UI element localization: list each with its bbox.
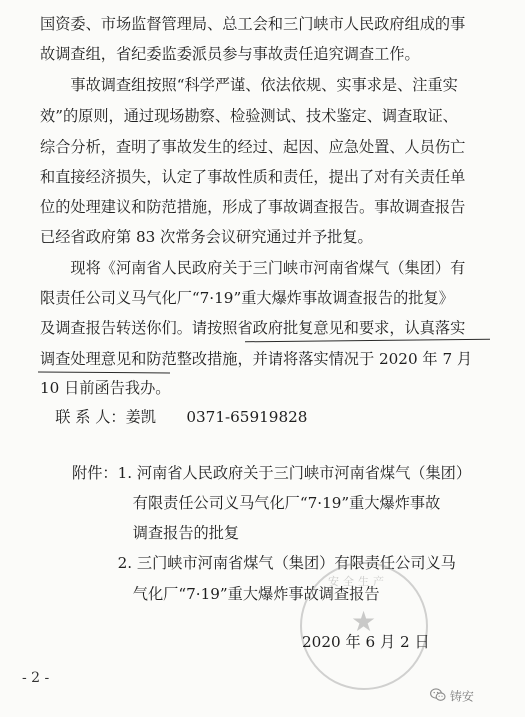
attachment-line-2: 有限责任公司义马气化厂“7·19”重大爆炸事故 — [72, 494, 441, 512]
body-line-10: 限责任公司义马气化厂“7·19”重大爆炸事故调查报告的批复》 — [40, 289, 454, 307]
body-line-12: 调查处理意见和防范整改措施，并请将落实情况于 2020 年 7 月 — [40, 350, 473, 368]
hand-underline-2 — [38, 372, 170, 374]
wechat-icon — [430, 688, 446, 706]
body-line-3: 事故调查组按照“科学严谨、依法依规、实事求是、注重实 — [40, 76, 458, 94]
body-line-11: 及调查报告转送你们。请按照省政府批复意见和要求，认真落实 — [40, 319, 466, 337]
body-line-13: 10 日前函告我办。 — [40, 379, 171, 397]
body-line-5: 综合分析，查明了事故发生的经过、起因、应急处置、人员伤亡 — [40, 138, 466, 156]
official-seal: 安全生产 ★ — [300, 562, 428, 690]
watermark — [430, 688, 474, 706]
body-line-2: 故调查组，省纪委监委派员参与事故责任追究调查工作。 — [40, 45, 420, 63]
body-line-6: 和直接经济损失，认定了事故性质和责任，提出了对有关责任单 — [40, 168, 466, 186]
watermark-text: 铸安 — [449, 689, 474, 704]
body-line-1: 国资委、市场监督管理局、总工会和三门峡市人民政府组成的事 — [40, 15, 466, 33]
contact-line: 联 系 人：姜凯 0371-65919828 — [40, 408, 308, 426]
attachment-line-3: 调查报告的批复 — [72, 524, 240, 542]
page-number: - 2 - — [22, 670, 50, 686]
attachment-line-5: 气化厂“7·19”重大爆炸事故调查报告 — [72, 585, 380, 603]
attachment-line-4: 2. 三门峡市河南省煤气（集团）有限责任公司义马 — [72, 554, 456, 572]
hand-underline-1 — [245, 339, 490, 343]
body-line-7: 位的处理建议和防范措施，形成了事故调查报告。事故调查报告 — [40, 198, 466, 216]
document-date: 2020 年 6 月 2 日 — [302, 633, 430, 651]
attachment-line-1: 附件：1. 河南省人民政府关于三门峡市河南省煤气（集团） — [72, 464, 472, 482]
body-line-9: 现将《河南省人民政府关于三门峡市河南省煤气（集团）有 — [40, 259, 466, 277]
body-line-8: 已经省政府第 83 次常务会议研究通过并予批复。 — [40, 228, 373, 246]
body-line-4: 效”的原则，通过现场勘察、检验测试、技术鉴定、调查取证、 — [40, 107, 458, 125]
